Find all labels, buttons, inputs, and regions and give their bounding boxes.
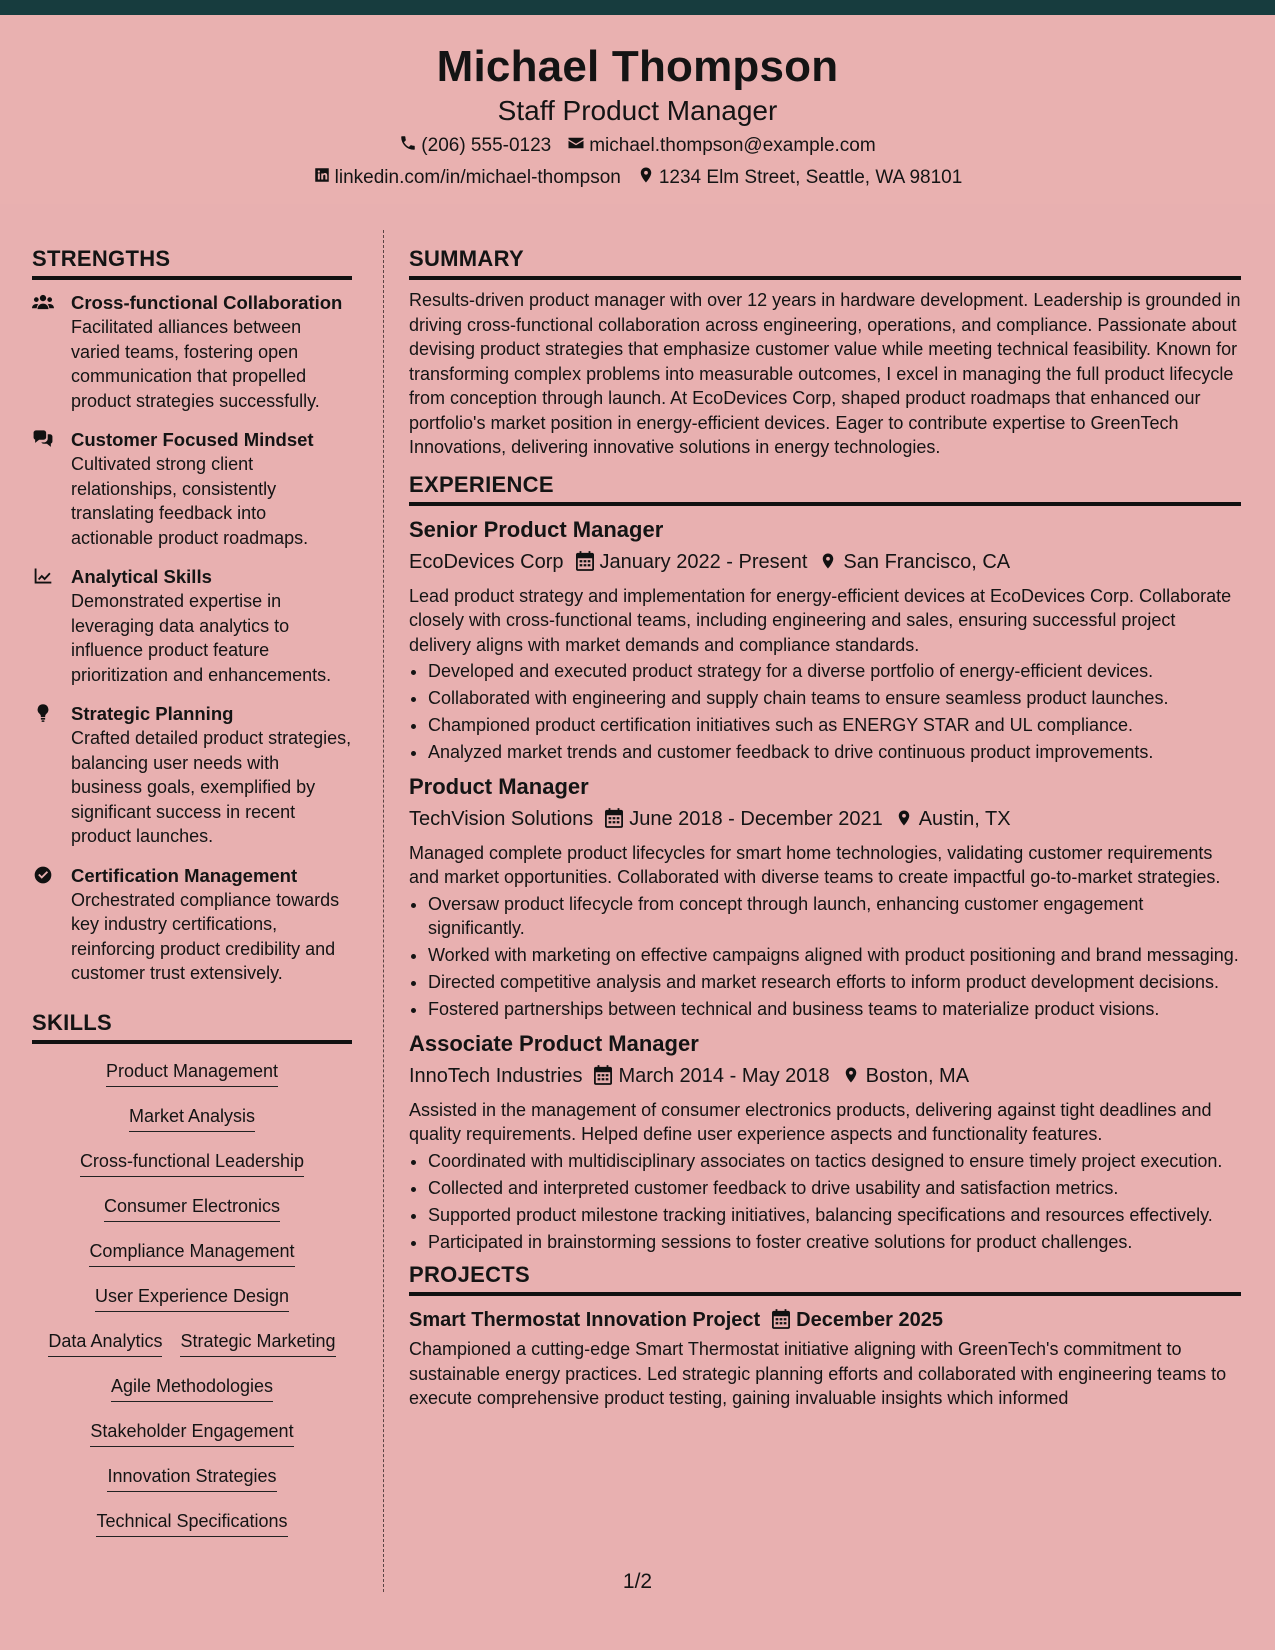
project-entry (409, 1306, 1241, 1411)
job-title: Product Manager (409, 773, 589, 799)
phone-icon (399, 134, 417, 158)
list-item: • Participated in brainstorming sessions to foster creative solutions for product challenges. (428, 1230, 1241, 1255)
candidate-role: Staff Product Manager (497, 95, 778, 126)
job-title: Senior Product Manager (409, 516, 664, 542)
envelope-icon (567, 134, 585, 158)
column-divider (383, 230, 384, 1592)
right-column (409, 246, 1241, 1411)
linkedin-link[interactable]: linkedin.com/in/michael-thompson (334, 167, 621, 188)
job-entry (409, 516, 1241, 765)
list-item: • Fostered partnerships between technical and business teams to materialize product visions. (428, 997, 1241, 1022)
project-title: Smart Thermostat Innovation Project (409, 1309, 761, 1331)
check-circle-icon (32, 865, 56, 885)
project-desc: Championed a cutting-edge Smart Thermostat initiative aligning with GreenTech's commitment to sustainable energy practices. Led strategic planning efforts and collaborated with engineering teams to execute comprehensive product testing, gaining invaluable insights which informed (409, 1339, 1227, 1408)
skill-row (32, 1283, 352, 1328)
job-location: Boston, MA (865, 1064, 970, 1087)
skill-row (32, 1148, 352, 1193)
skill-row (32, 1103, 352, 1148)
chart-line-icon (32, 566, 56, 586)
email-link[interactable]: michael.thompson@example.com (589, 135, 876, 156)
skill-row (32, 1508, 352, 1553)
top-accent-bar (0, 0, 1275, 15)
job-location-wrap (842, 1062, 969, 1090)
job-title: Associate Product Manager (409, 1030, 699, 1056)
job-meta (409, 805, 1241, 833)
list-item: • Oversaw product lifecycle from concept through launch, enhancing customer engagement significantly. (428, 892, 1241, 941)
skill-tag: Stakeholder Engagement (90, 1418, 293, 1447)
skill-row (32, 1328, 352, 1373)
strength-desc: Crafted detailed product strategies, balancing user needs with business goals, exemplified by significant success in recent product launches. (71, 728, 352, 846)
list-item: • Analyzed market trends and customer feedback to drive continuous product improvements. (428, 740, 1241, 765)
contact-address (637, 166, 962, 190)
skill-row (32, 1193, 352, 1238)
strengths-title: STRENGTHS (32, 246, 352, 280)
list-item: • Collected and interpreted customer feedback to drive usability and satisfaction metrics. (428, 1176, 1241, 1201)
phone-text[interactable]: (206) 555-0123 (421, 135, 552, 156)
map-marker-icon (819, 551, 843, 573)
strength-title: Strategic Planning (71, 703, 234, 724)
skill-tag: Innovation Strategies (107, 1463, 276, 1492)
contact-phone (399, 134, 551, 158)
resume-header (0, 15, 1275, 204)
skill-tag: Agile Methodologies (111, 1373, 273, 1402)
strength-title: Certification Management (71, 864, 298, 886)
job-company: InnoTech Industries (409, 1064, 583, 1087)
job-entry (409, 773, 1241, 1022)
list-item: • Championed product certification initiatives such as ENERGY STAR and UL compliance. (428, 713, 1241, 738)
address-text: 1234 Elm Street, Seattle, WA 98101 (658, 167, 963, 188)
skill-tag: Cross-functional Leadership (80, 1148, 304, 1177)
list-item: • Developed and executed product strategy for a diverse portfolio of energy-efficient devices. (428, 659, 1241, 684)
linkedin-icon (313, 166, 331, 190)
job-dates-wrap (594, 1062, 829, 1090)
calendar-icon (605, 808, 629, 830)
contact-linkedin (313, 166, 621, 190)
skill-tag: Technical Specifications (96, 1508, 287, 1537)
map-marker-icon (895, 808, 919, 830)
skill-tag: Product Management (106, 1058, 278, 1087)
project-header (409, 1306, 1241, 1334)
strength-desc: Cultivated strong client relationships, consistently translating feedback into actionable product roadmaps. (71, 454, 309, 548)
job-meta (409, 548, 1241, 576)
project-date: December 2025 (796, 1309, 943, 1331)
contact-row-2 (0, 166, 1275, 190)
candidate-name: Michael Thompson (436, 42, 839, 91)
strength-title: Customer Focused Mindset (71, 429, 314, 450)
comments-icon (32, 429, 56, 449)
job-dates: June 2018 - December 2021 (629, 807, 883, 830)
job-desc: Lead product strategy and implementation for energy-efficient devices at EcoDevices Corp. Collaborate closely with cross-functional teams, including engineering and sales, ensuring successful project delivery aligns with market demands and compliance standards. (409, 585, 1232, 655)
skills-title: SKILLS (32, 1010, 352, 1044)
strength-item (32, 701, 352, 849)
strength-item (32, 863, 352, 986)
skill-tag: Compliance Management (89, 1238, 294, 1267)
strength-desc: Facilitated alliances between varied teams, fostering open communication that propelled product strategies successfully. (71, 317, 320, 411)
job-dates: January 2022 - Present (599, 550, 808, 573)
users-icon (32, 292, 56, 312)
job-location-wrap (895, 805, 1011, 833)
job-bullets (409, 1149, 1241, 1255)
experience-title: EXPERIENCE (409, 472, 1241, 506)
calendar-icon (576, 551, 600, 573)
skill-row (32, 1238, 352, 1283)
summary-title: SUMMARY (409, 246, 1241, 280)
list-item: • Coordinated with multidisciplinary associates on tactics designed to ensure timely project execution. (428, 1149, 1241, 1174)
job-location: San Francisco, CA (843, 550, 1011, 573)
project-date-wrap (772, 1306, 943, 1334)
strength-desc: Orchestrated compliance towards key industry certifications, reinforcing product credibility and customer trust extensively. (71, 889, 340, 983)
job-bullets (409, 892, 1241, 1022)
skill-tag: Strategic Marketing (180, 1328, 335, 1357)
skill-row (32, 1418, 352, 1463)
skills-list (32, 1058, 352, 1553)
strength-item (32, 290, 352, 413)
strength-item (32, 564, 352, 687)
lightbulb-icon (32, 703, 56, 723)
skill-tag: Consumer Electronics (104, 1193, 280, 1222)
job-dates-wrap (576, 548, 808, 576)
job-location: Austin, TX (918, 807, 1011, 830)
contact-row-1 (0, 134, 1275, 158)
job-company: EcoDevices Corp (409, 550, 564, 573)
list-item: • Collaborated with engineering and supply chain teams to ensure seamless product launches. (428, 686, 1241, 711)
page-number: 1/2 (622, 1570, 653, 1593)
list-item: • Directed competitive analysis and market research efforts to inform product development decisions. (428, 970, 1241, 995)
skill-tag: Data Analytics (48, 1328, 162, 1357)
summary-text: Results-driven product manager with over 12 years in hardware development. Leadership is grounded in driving cross-functional collaboration across engineering, operations, and compliance. Passionate about devising product strategies that emphasize customer value while meeting technical feasibility. Known for transforming complex problems into measurable outcomes, I excel in managing the full product lifecycle from conception through launch. At EcoDevices Corp, shaped product roadmaps that enhanced our portfolio's market position in energy-efficient devices. Eager to contribute expertise to GreenTech Innovations, delivering innovative solutions in energy technologies. (409, 290, 1241, 457)
list-item: • Supported product milestone tracking initiatives, balancing specifications and resources effectively. (428, 1203, 1241, 1228)
skill-row (32, 1058, 352, 1103)
job-location-wrap (819, 548, 1010, 576)
job-meta (409, 1062, 1241, 1090)
projects-title: PROJECTS (409, 1262, 1241, 1296)
job-entry (409, 1030, 1241, 1255)
left-column (32, 246, 352, 1553)
strength-title: Analytical Skills (71, 566, 212, 587)
skill-tag: Market Analysis (129, 1103, 255, 1132)
contact-email (567, 134, 875, 158)
strength-item (32, 427, 352, 550)
map-marker-icon (842, 1065, 866, 1087)
job-desc: Assisted in the management of consumer electronics products, delivering against tight deadlines and quality requirements. Helped define user experience aspects and functionality features. (409, 1099, 1212, 1144)
strength-desc: Demonstrated expertise in leveraging data analytics to influence product feature prioritization and enhancements. (71, 591, 332, 685)
skill-row (32, 1373, 352, 1418)
job-dates: March 2014 - May 2018 (618, 1064, 830, 1087)
skill-tag: User Experience Design (95, 1283, 289, 1312)
strength-title: Cross-functional Collaboration (71, 292, 343, 313)
job-company: TechVision Solutions (409, 807, 594, 830)
job-desc: Managed complete product lifecycles for smart home technologies, validating customer requirements and market opportunities. Collaborated with diverse teams to create impactful go-to-market strategies. (409, 842, 1221, 887)
job-bullets (409, 659, 1241, 765)
skill-row (32, 1463, 352, 1508)
list-item: • Worked with marketing on effective campaigns aligned with product positioning and brand messaging. (428, 943, 1241, 968)
calendar-icon (594, 1065, 618, 1087)
job-dates-wrap (605, 805, 883, 833)
map-marker-icon (637, 166, 655, 190)
calendar-icon (772, 1309, 796, 1331)
